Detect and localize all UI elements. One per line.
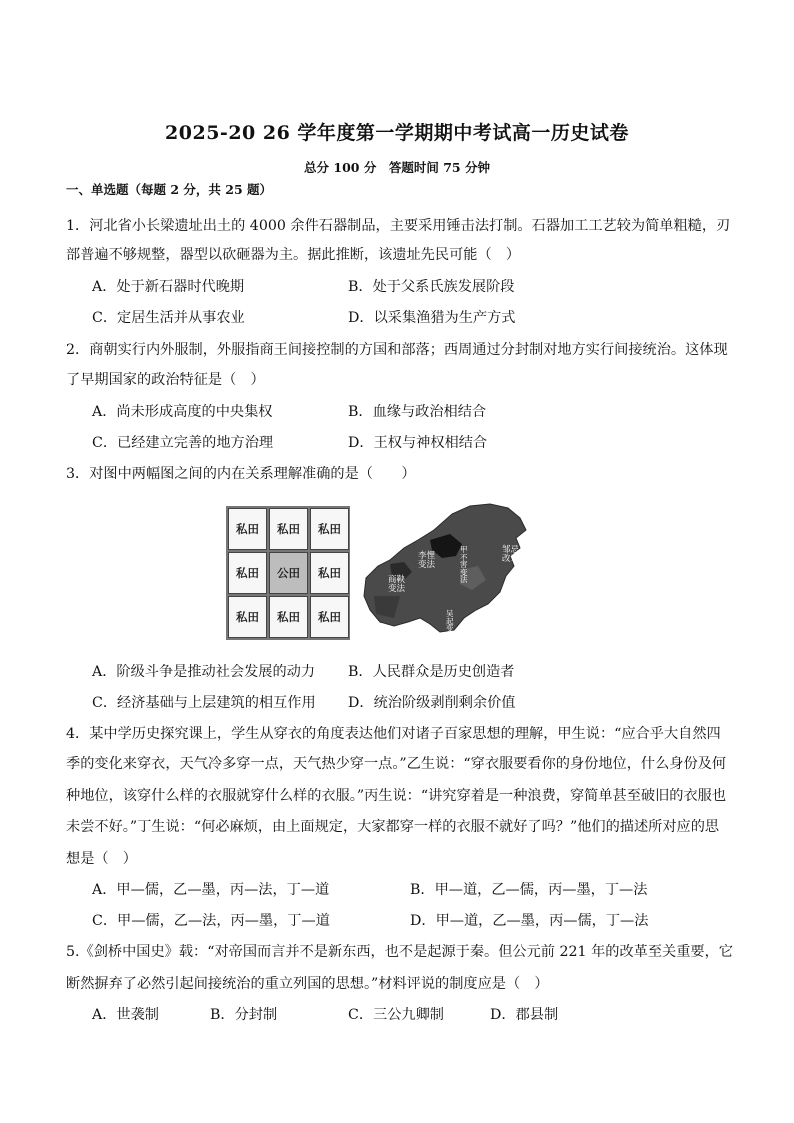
q5-option-c: C．三公九卿制 <box>348 1007 444 1023</box>
private-field-cell: 私田 <box>310 596 349 638</box>
question-4-line-3: 种地位，该穿什么样的衣服就穿什么样的衣服。”丙生说：“讲究穿着是一种浪费，穿简单甚至破旧的衣服也 <box>66 788 727 804</box>
private-field-cell: 私田 <box>228 508 267 550</box>
q3-option-a: A．阶级斗争是推动社会发展的动力 <box>92 664 316 680</box>
q1-option-d: D．以采集渔猎为生产方式 <box>348 310 516 326</box>
private-field-cell: 私田 <box>269 596 308 638</box>
question-3-line-1: 3．对图中两幅图之间的内在关系理解准确的是（ ） <box>66 466 416 482</box>
q3-option-d: D．统治阶级剥削剩余价值 <box>348 695 516 711</box>
reform-map-figure <box>360 500 532 642</box>
map-label: 甲不害变法 <box>460 545 468 584</box>
q4-option-c: C．甲—儒，乙—法，丙—墨，丁—道 <box>92 913 330 929</box>
map-label: 商鞅变法 <box>388 575 406 594</box>
q5-option-b: B．分封制 <box>210 1007 278 1023</box>
q5-option-d: D．郡县制 <box>490 1007 559 1023</box>
map-label: 吴起变法 <box>446 609 454 641</box>
question-4-line-2: 季的变化来穿衣，天气冷多穿一点，天气热少穿一点。”乙生说：“穿衣服要看你的身份地位，什么身份及何 <box>66 756 727 772</box>
q3-option-c: C．经济基础与上层建筑的相互作用 <box>92 695 316 711</box>
q2-option-b: B．血缘与政治相结合 <box>348 404 487 420</box>
q2-option-c: C．已经建立完善的地方治理 <box>92 435 274 451</box>
section-heading: 一、单选题（每题 2 分，共 25 题） <box>66 182 273 197</box>
q3-option-b: B．人民群众是历史创造者 <box>348 664 515 680</box>
question-2-line-1: 2．商朝实行内外服制，外服指商王间接控制的方国和部落；西周通过分封制对地方实行间接统治。这体现 <box>66 342 728 358</box>
question-4-line-5: 想是（ ） <box>66 851 137 867</box>
question-2-line-2: 了早期国家的政治特征是（ ） <box>66 372 265 388</box>
question-1-line-1: 1．河北省小长梁遗址出土的 4000 余件石器制品，主要采用锤击法打制。石器加工工艺较为简单粗糙，刃 <box>66 218 731 234</box>
well-field-figure <box>226 506 350 640</box>
question-4-line-4: 未尝不好。”丁生说：“何必麻烦，由上面规定，大家都穿一样的衣服不就好了吗？”他们的描述所对应的思 <box>66 819 720 835</box>
q2-option-a: A．尚未形成高度的中央集权 <box>92 404 273 420</box>
q4-option-d: D．甲—道，乙—墨，丙—儒，丁—法 <box>410 913 649 929</box>
private-field-cell: 私田 <box>310 552 349 594</box>
private-field-cell: 私田 <box>228 552 267 594</box>
q1-option-b: B．处于父系氏族发展阶段 <box>348 279 515 295</box>
q1-option-a: A．处于新石器时代晚期 <box>92 279 245 295</box>
private-field-cell: 私田 <box>228 596 267 638</box>
q5-option-a: A．世袭制 <box>92 1007 159 1023</box>
private-field-cell: 私田 <box>269 508 308 550</box>
q4-option-a: A．甲—儒，乙—墨，丙—法，丁—道 <box>92 882 330 898</box>
q2-option-d: D．王权与神权相结合 <box>348 435 488 451</box>
public-field-cell: 公田 <box>269 552 308 594</box>
map-label: 邹忌改革 <box>502 545 520 564</box>
exam-info: 总分 100 分 答题时间 75 分钟 <box>304 160 490 175</box>
map-label: 李悝变法 <box>418 551 436 570</box>
question-4-line-1: 4．某中学历史探究课上，学生从穿衣的角度表达他们对诸子百家思想的理解，甲生说：“应合乎大自然四 <box>66 726 721 742</box>
question-1-line-2: 部普遍不够规整，器型以砍砸器为主。据此推断，该遗址先民可能（ ） <box>66 247 521 263</box>
page-title: 2025-20 26 学年度第一学期期中考试高一历史试卷 <box>165 122 629 144</box>
question-5-line-1: 5.《剑桥中国史》载：“对帝国而言并不是新东西，也不是起源于秦。但公元前 221 年的改革至关重要，它 <box>66 944 733 960</box>
question-5-line-2: 断然摒弃了必然引起间接统治的重立列国的思想。”材料评说的制度应是（ ） <box>66 976 549 992</box>
private-field-cell: 私田 <box>310 508 349 550</box>
q1-option-c: C．定居生活并从事农业 <box>92 310 245 326</box>
q4-option-b: B．甲—道，乙—儒，丙—墨，丁—法 <box>410 882 648 898</box>
